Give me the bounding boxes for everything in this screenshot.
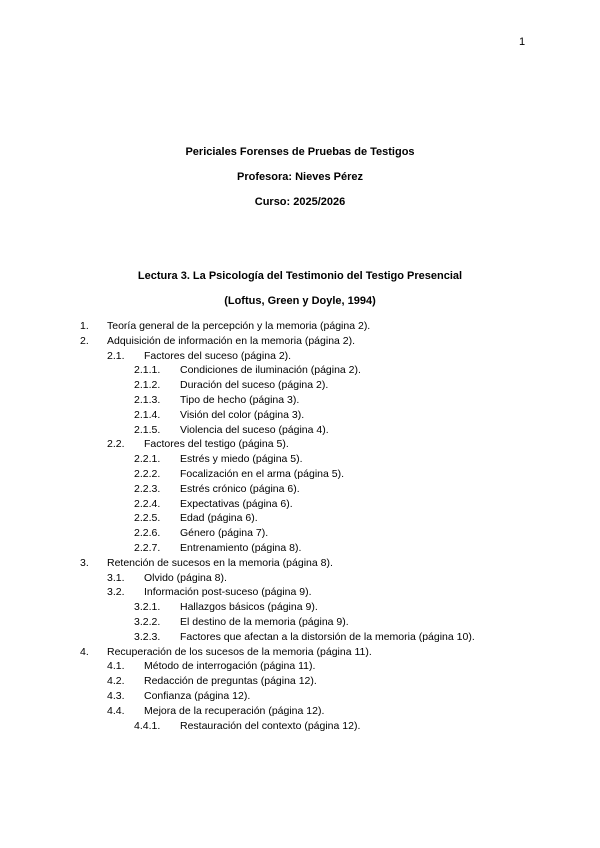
toc-item-number: 4.4. [107,704,125,717]
toc-item-number: 2.1. [107,349,125,362]
toc-item-number: 1. [80,320,89,332]
toc-item [0,467,600,482]
toc-item-text: Factores que afectan a la distorsión de la memoria (página 10). [180,630,475,643]
toc-item-number: 3.2.1. [134,601,161,614]
lecture-citation: (Loftus, Green y Doyle, 1994) [224,295,376,307]
toc-item-text: El destino de la memoria (página 9). [180,615,349,628]
toc-item [0,363,600,378]
toc-item-text: Método de interrogación (página 11). [144,660,316,673]
toc-item [0,526,600,541]
toc-item-text: Género (página 7). [180,527,269,540]
toc-item-text: Olvido (página 8). [144,571,227,584]
toc-item [0,719,600,734]
toc-item-text: Información post-suceso (página 9). [144,586,312,599]
toc-item [0,393,600,408]
toc-item-number: 3. [80,556,89,569]
toc-item-number: 4. [80,645,89,658]
toc-item [0,497,600,512]
toc-item-text: Visión del color (página 3). [180,408,305,421]
toc-item [0,571,600,586]
course-year: Curso: 2025/2026 [254,196,346,208]
toc-item-text: Factores del suceso (página 2). [144,349,292,362]
toc-item-text: Retención de sucesos en la memoria (página 8). [107,556,333,569]
toc-item-number: 2. [80,334,89,347]
toc-item-number: 2.2.4. [134,497,161,510]
page-number: 1 [519,36,526,48]
toc-item-number: 2.2.6. [134,527,161,540]
toc-item-number: 2.1.4. [134,408,161,421]
toc-item [0,704,600,719]
toc-item-text: Violencia del suceso (página 4). [180,423,329,436]
toc-item-text: Factores del testigo (página 5). [144,438,289,451]
toc-item [0,408,600,423]
toc-item [0,452,600,467]
toc-item [0,645,600,660]
toc-item-text: Recuperación de los sucesos de la memoria (página 11). [107,645,372,658]
toc-item [0,319,600,334]
toc-item-text: Edad (página 6). [180,512,258,525]
toc-item-number: 4.2. [107,675,125,688]
toc-item-number: 4.4.1. [134,719,161,732]
toc-item-text: Focalización en el arma (página 5). [180,467,345,480]
toc-item-number: 3.2.3. [134,630,161,643]
toc-item-text: Confianza (página 12). [144,689,251,702]
toc-item [0,482,600,497]
toc-item-text: Hallazgos básicos (página 9). [180,601,318,614]
toc-item [0,689,600,704]
toc-item-text: Expectativas (página 6). [180,497,293,510]
toc-item [0,349,600,364]
toc-item [0,674,600,689]
toc-item [0,659,600,674]
toc-item-number: 2.2.1. [134,453,161,466]
toc-item-number: 2.1.5. [134,423,161,436]
toc-item-number: 3.2.2. [134,615,161,628]
toc-item-text: Redacción de preguntas (página 12). [144,675,317,688]
toc-item [0,437,600,452]
toc-item-number: 3.1. [107,571,125,584]
toc-item [0,600,600,615]
toc-item-text: Restauración del contexto (página 12). [180,719,361,732]
toc-item-number: 2.2.7. [134,541,161,554]
toc-item-text: Entrenamiento (página 8). [180,541,302,554]
professor-name: Profesora: Nieves Pérez [237,171,363,183]
toc-item [0,556,600,571]
toc-item [0,378,600,393]
toc-item-text: Mejora de la recuperación (página 12). [144,704,325,717]
toc-item-number: 2.1.1. [134,364,161,377]
toc-item [0,511,600,526]
toc-item-number: 2.2.3. [134,482,161,495]
lecture-title: Lectura 3. La Psicología del Testimonio del Testigo Presencial [137,270,463,282]
toc-item [0,585,600,600]
toc-item-text: Adquisición de información en la memoria (página 2). [107,334,356,347]
course-title: Periciales Forenses de Pruebas de Testigos [185,146,415,158]
toc-item-number: 4.1. [107,660,125,673]
toc-item-text: Condiciones de iluminación (página 2). [180,364,361,377]
toc-item-text: Duración del suceso (página 2). [180,379,329,392]
toc-item-number: 4.3. [107,689,125,702]
toc-item-number: 2.1.2. [134,379,161,392]
toc-item-number: 2.2.2. [134,467,161,480]
toc-item-number: 3.2. [107,586,125,599]
table-of-contents [0,319,600,733]
toc-item [0,630,600,645]
toc-item [0,541,600,556]
toc-item-text: Estrés crónico (página 6). [180,482,300,495]
toc-item-number: 2.2.5. [134,512,161,525]
toc-item-number: 2.2. [107,438,125,451]
toc-item-text: Tipo de hecho (página 3). [180,393,300,406]
toc-item [0,334,600,349]
toc-item-text: Teoría general de la percepción y la memoria (página 2). [107,320,371,332]
toc-item-number: 2.1.3. [134,393,161,406]
toc-item [0,615,600,630]
toc-item-text: Estrés y miedo (página 5). [180,453,303,466]
toc-item [0,423,600,438]
